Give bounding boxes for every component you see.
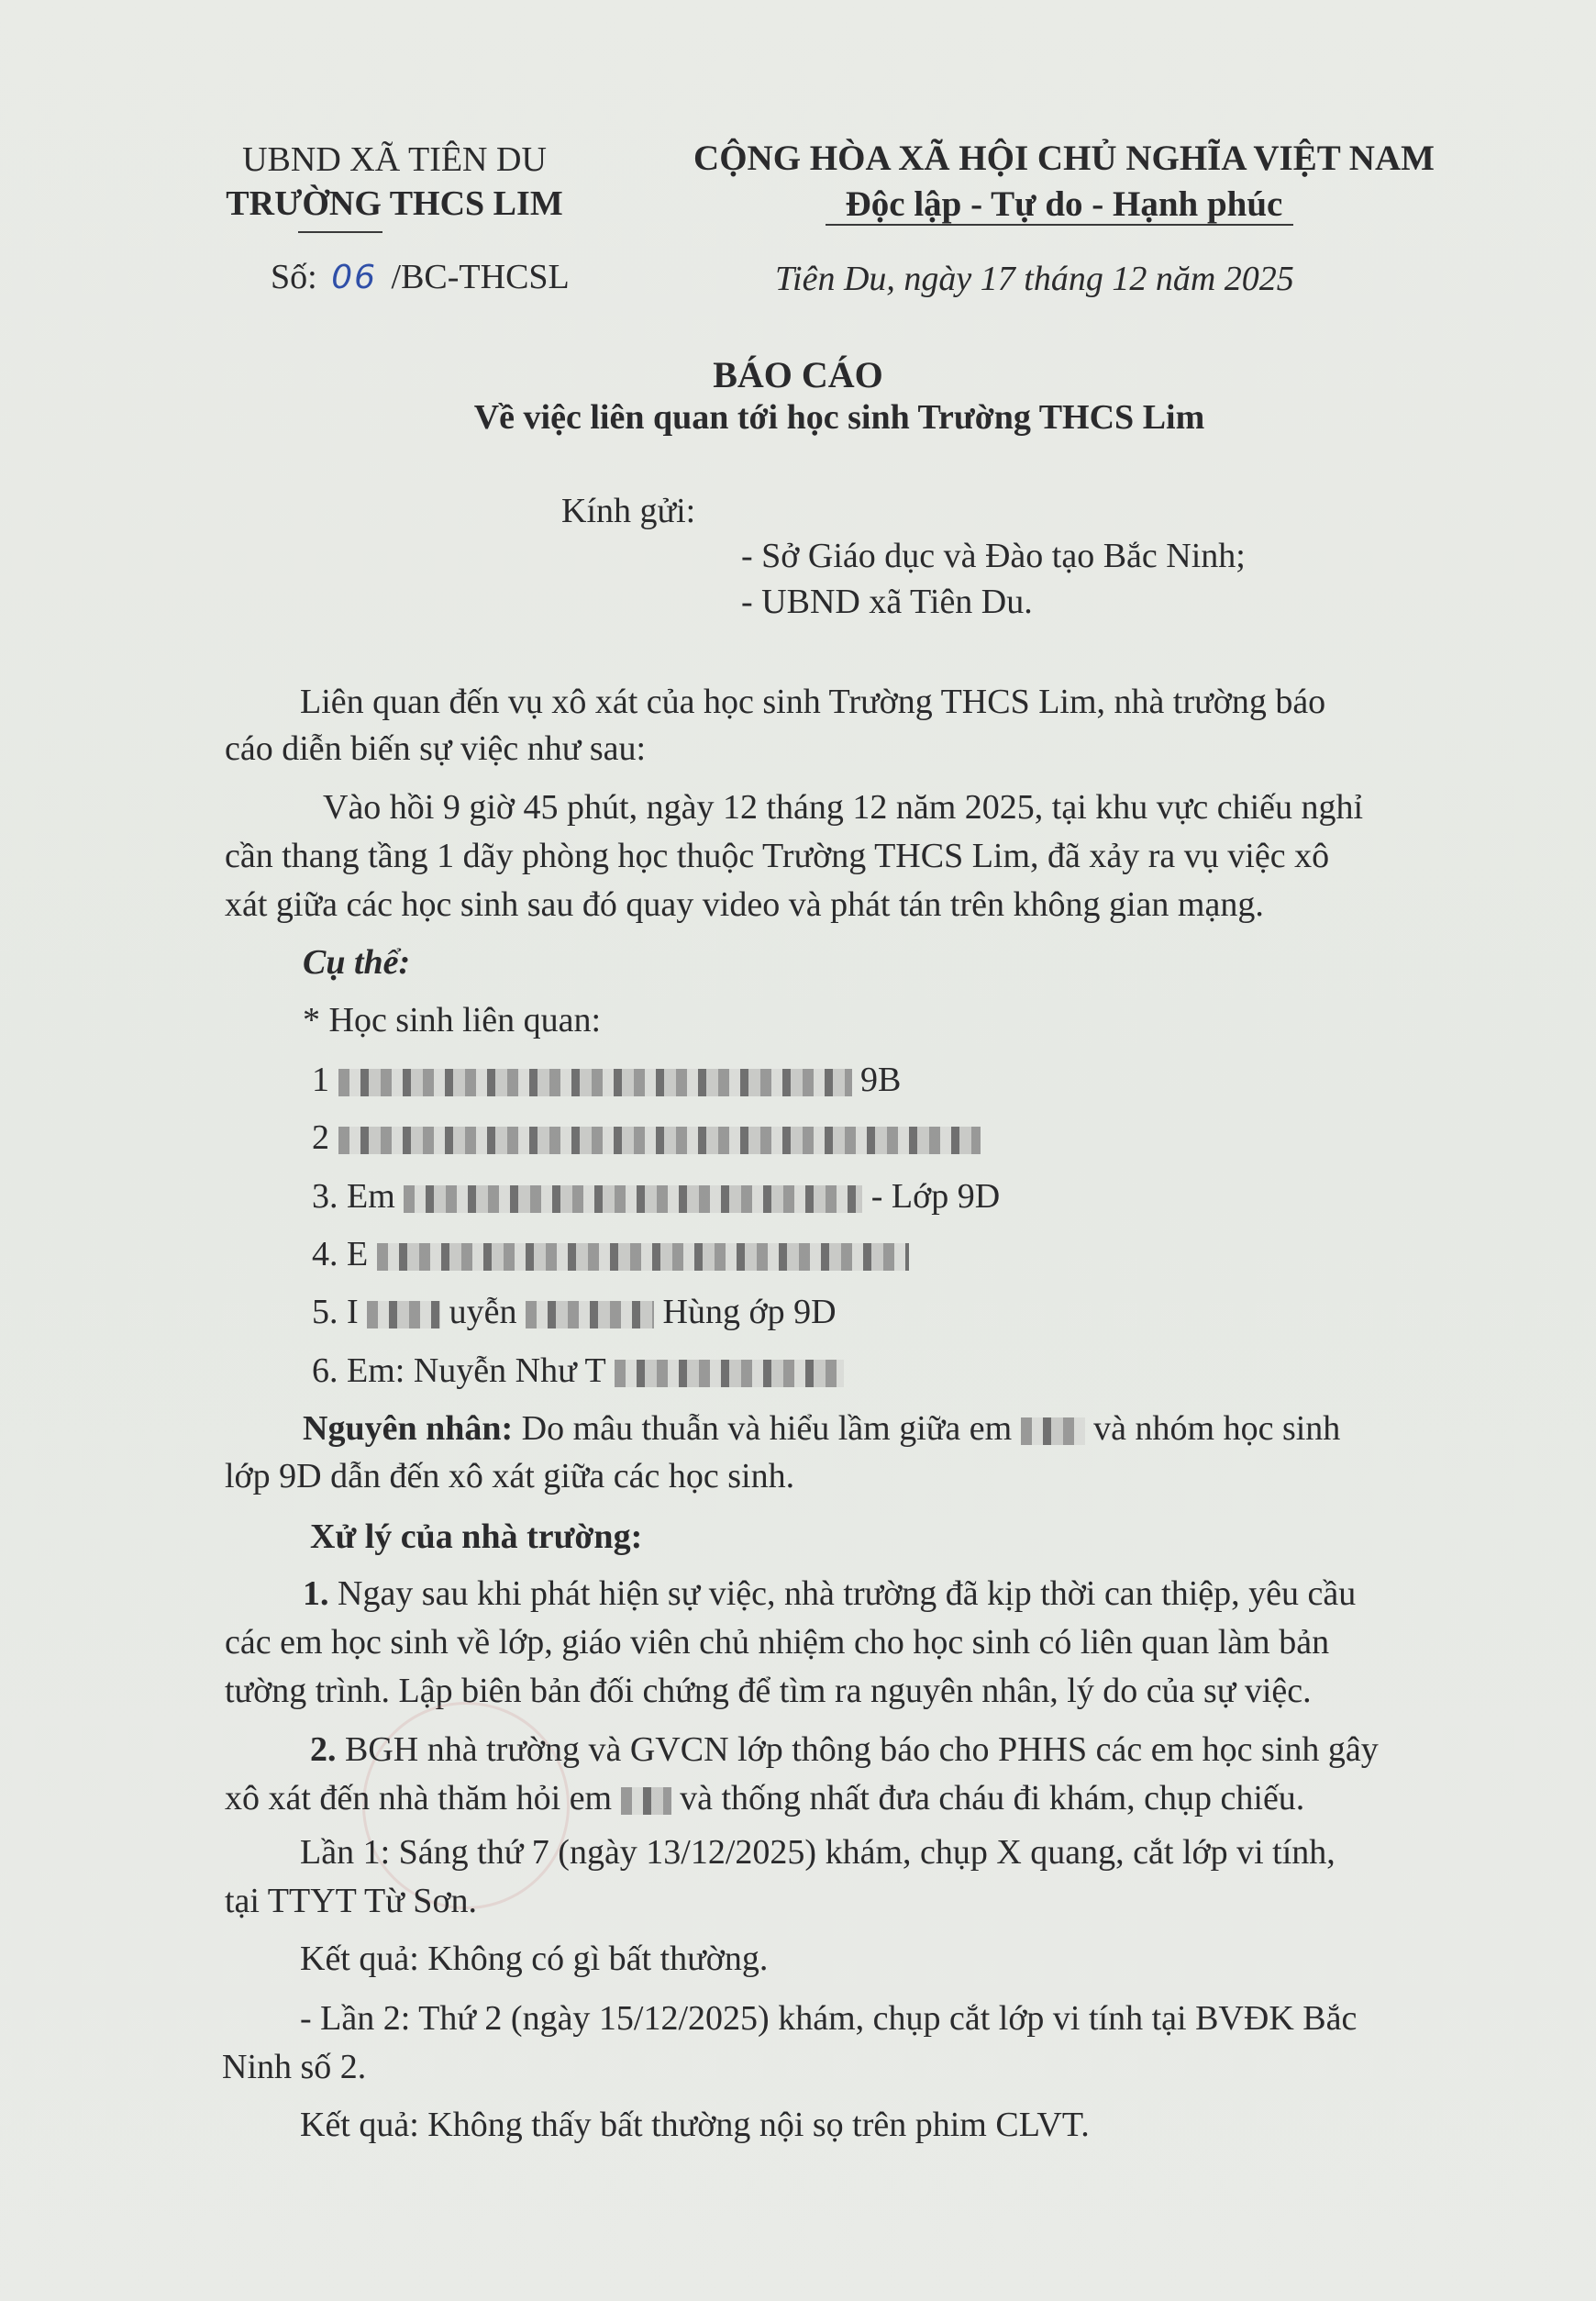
step1-line: tường trình. Lập biên bản đối chứng để tìm ra nguyên nhân, lý do của sự việc. <box>225 1672 1312 1710</box>
student-list-item: 1 9B <box>312 1061 902 1099</box>
recipient-item: - UBND xã Tiên Du. <box>741 583 1033 621</box>
redacted-name <box>404 1185 862 1213</box>
left-header-underline <box>298 231 382 233</box>
event-paragraph-line: Vào hồi 9 giờ 45 phút, ngày 12 tháng 12 năm 2025, tại khu vực chiếu nghỉ <box>323 788 1364 827</box>
student-list-item: 2 <box>312 1117 981 1158</box>
motto: Độc lập - Tự do - Hạnh phúc <box>845 184 1283 224</box>
document-number-label: Số: <box>271 258 317 296</box>
cause-label: Nguyên nhân: <box>303 1409 514 1448</box>
school-name: TRƯỜNG THCS LIM <box>226 184 563 223</box>
recipients-label: Kính gửi: <box>561 492 696 530</box>
details-heading: Cụ thể: <box>303 943 411 982</box>
redacted-name <box>621 1787 671 1815</box>
visit2-line: - Lần 2: Thứ 2 (ngày 15/12/2025) khám, chụp cắt lớp vi tính tại BVĐK Bắc <box>300 1999 1358 2038</box>
student-list-item: 4. E <box>312 1234 909 1274</box>
visit2-line: Ninh số 2. <box>222 2048 367 2086</box>
step1-line: các em học sinh về lớp, giáo viên chủ nhiệm cho học sinh có liên quan làm bản <box>225 1623 1330 1662</box>
visit1-line: Lần 1: Sáng thứ 7 (ngày 13/12/2025) khám, chụp X quang, cắt lớp vi tính, <box>300 1833 1336 1872</box>
cause-line: Nguyên nhân: Do mâu thuẫn và hiểu lầm giữa em và nhóm học sinh <box>303 1409 1341 1448</box>
country-name: CỘNG HÒA XÃ HỘI CHỦ NGHĨA VIỆT NAM <box>693 139 1435 178</box>
handling-heading: Xử lý của nhà trường: <box>310 1517 643 1556</box>
visit1-line: tại TTYT Từ Sơn. <box>225 1882 478 1920</box>
place-date: Tiên Du, ngày 17 tháng 12 năm 2025 <box>775 260 1294 298</box>
step2-line: 2. BGH nhà trường và GVCN lớp thông báo cho PHHS các em học sinh gây <box>310 1730 1379 1769</box>
result1: Kết quả: Không có gì bất thường. <box>300 1940 769 1978</box>
redacted-name <box>615 1360 844 1387</box>
result2: Kết quả: Không thấy bất thường nội sọ trên phim CLVT. <box>300 2106 1090 2144</box>
student-list-item: 6. Em: Nuyễn Như T <box>312 1351 844 1391</box>
authority-name: UBND XÃ TIÊN DU <box>242 140 547 179</box>
student-list-item: 3. Em - Lớp 9D <box>312 1177 1001 1216</box>
redacted-name <box>367 1301 440 1328</box>
redacted-name <box>338 1069 852 1096</box>
redacted-name <box>338 1127 981 1154</box>
redacted-name <box>1021 1417 1085 1445</box>
step1-line: 1. Ngay sau khi phát hiện sự việc, nhà trường đã kịp thời can thiệp, yêu cầu <box>303 1574 1357 1613</box>
document-number <box>271 257 570 297</box>
student-list-item: 5. I uyễn Hùng ớp 9D <box>312 1293 837 1331</box>
document-number-suffix: /BC-THCSL <box>391 258 570 296</box>
redacted-name <box>526 1301 654 1328</box>
step2-line: xô xát đến nhà thăm hỏi em và thống nhất đưa cháu đi khám, chụp chiếu. <box>225 1779 1305 1817</box>
national-motto-block <box>660 136 1468 228</box>
cause-line: lớp 9D dẫn đến xô xát giữa các học sinh. <box>225 1457 795 1495</box>
event-paragraph-line: xát giữa các học sinh sau đó quay video và phát tán trên không gian mạng. <box>225 885 1264 924</box>
redacted-name <box>377 1243 909 1271</box>
document-number-handwritten: 06 <box>331 259 378 296</box>
students-heading: * Học sinh liên quan: <box>303 1001 602 1039</box>
document-title: BÁO CÁO <box>713 354 883 395</box>
issuing-authority-block <box>165 138 624 226</box>
intro-paragraph-line: Liên quan đến vụ xô xát của học sinh Trường THCS Lim, nhà trường báo <box>300 683 1326 721</box>
document-subtitle: Về việc liên quan tới học sinh Trường THCS Lim <box>473 398 1205 437</box>
recipient-item: - Sở Giáo dục và Đào tạo Bắc Ninh; <box>741 537 1246 575</box>
intro-paragraph-line: cáo diễn biến sự việc như sau: <box>225 729 647 768</box>
event-paragraph-line: cần thang tầng 1 dãy phòng học thuộc Trường THCS Lim, đã xảy ra vụ việc xô <box>225 837 1330 875</box>
motto-underline <box>826 224 1293 226</box>
